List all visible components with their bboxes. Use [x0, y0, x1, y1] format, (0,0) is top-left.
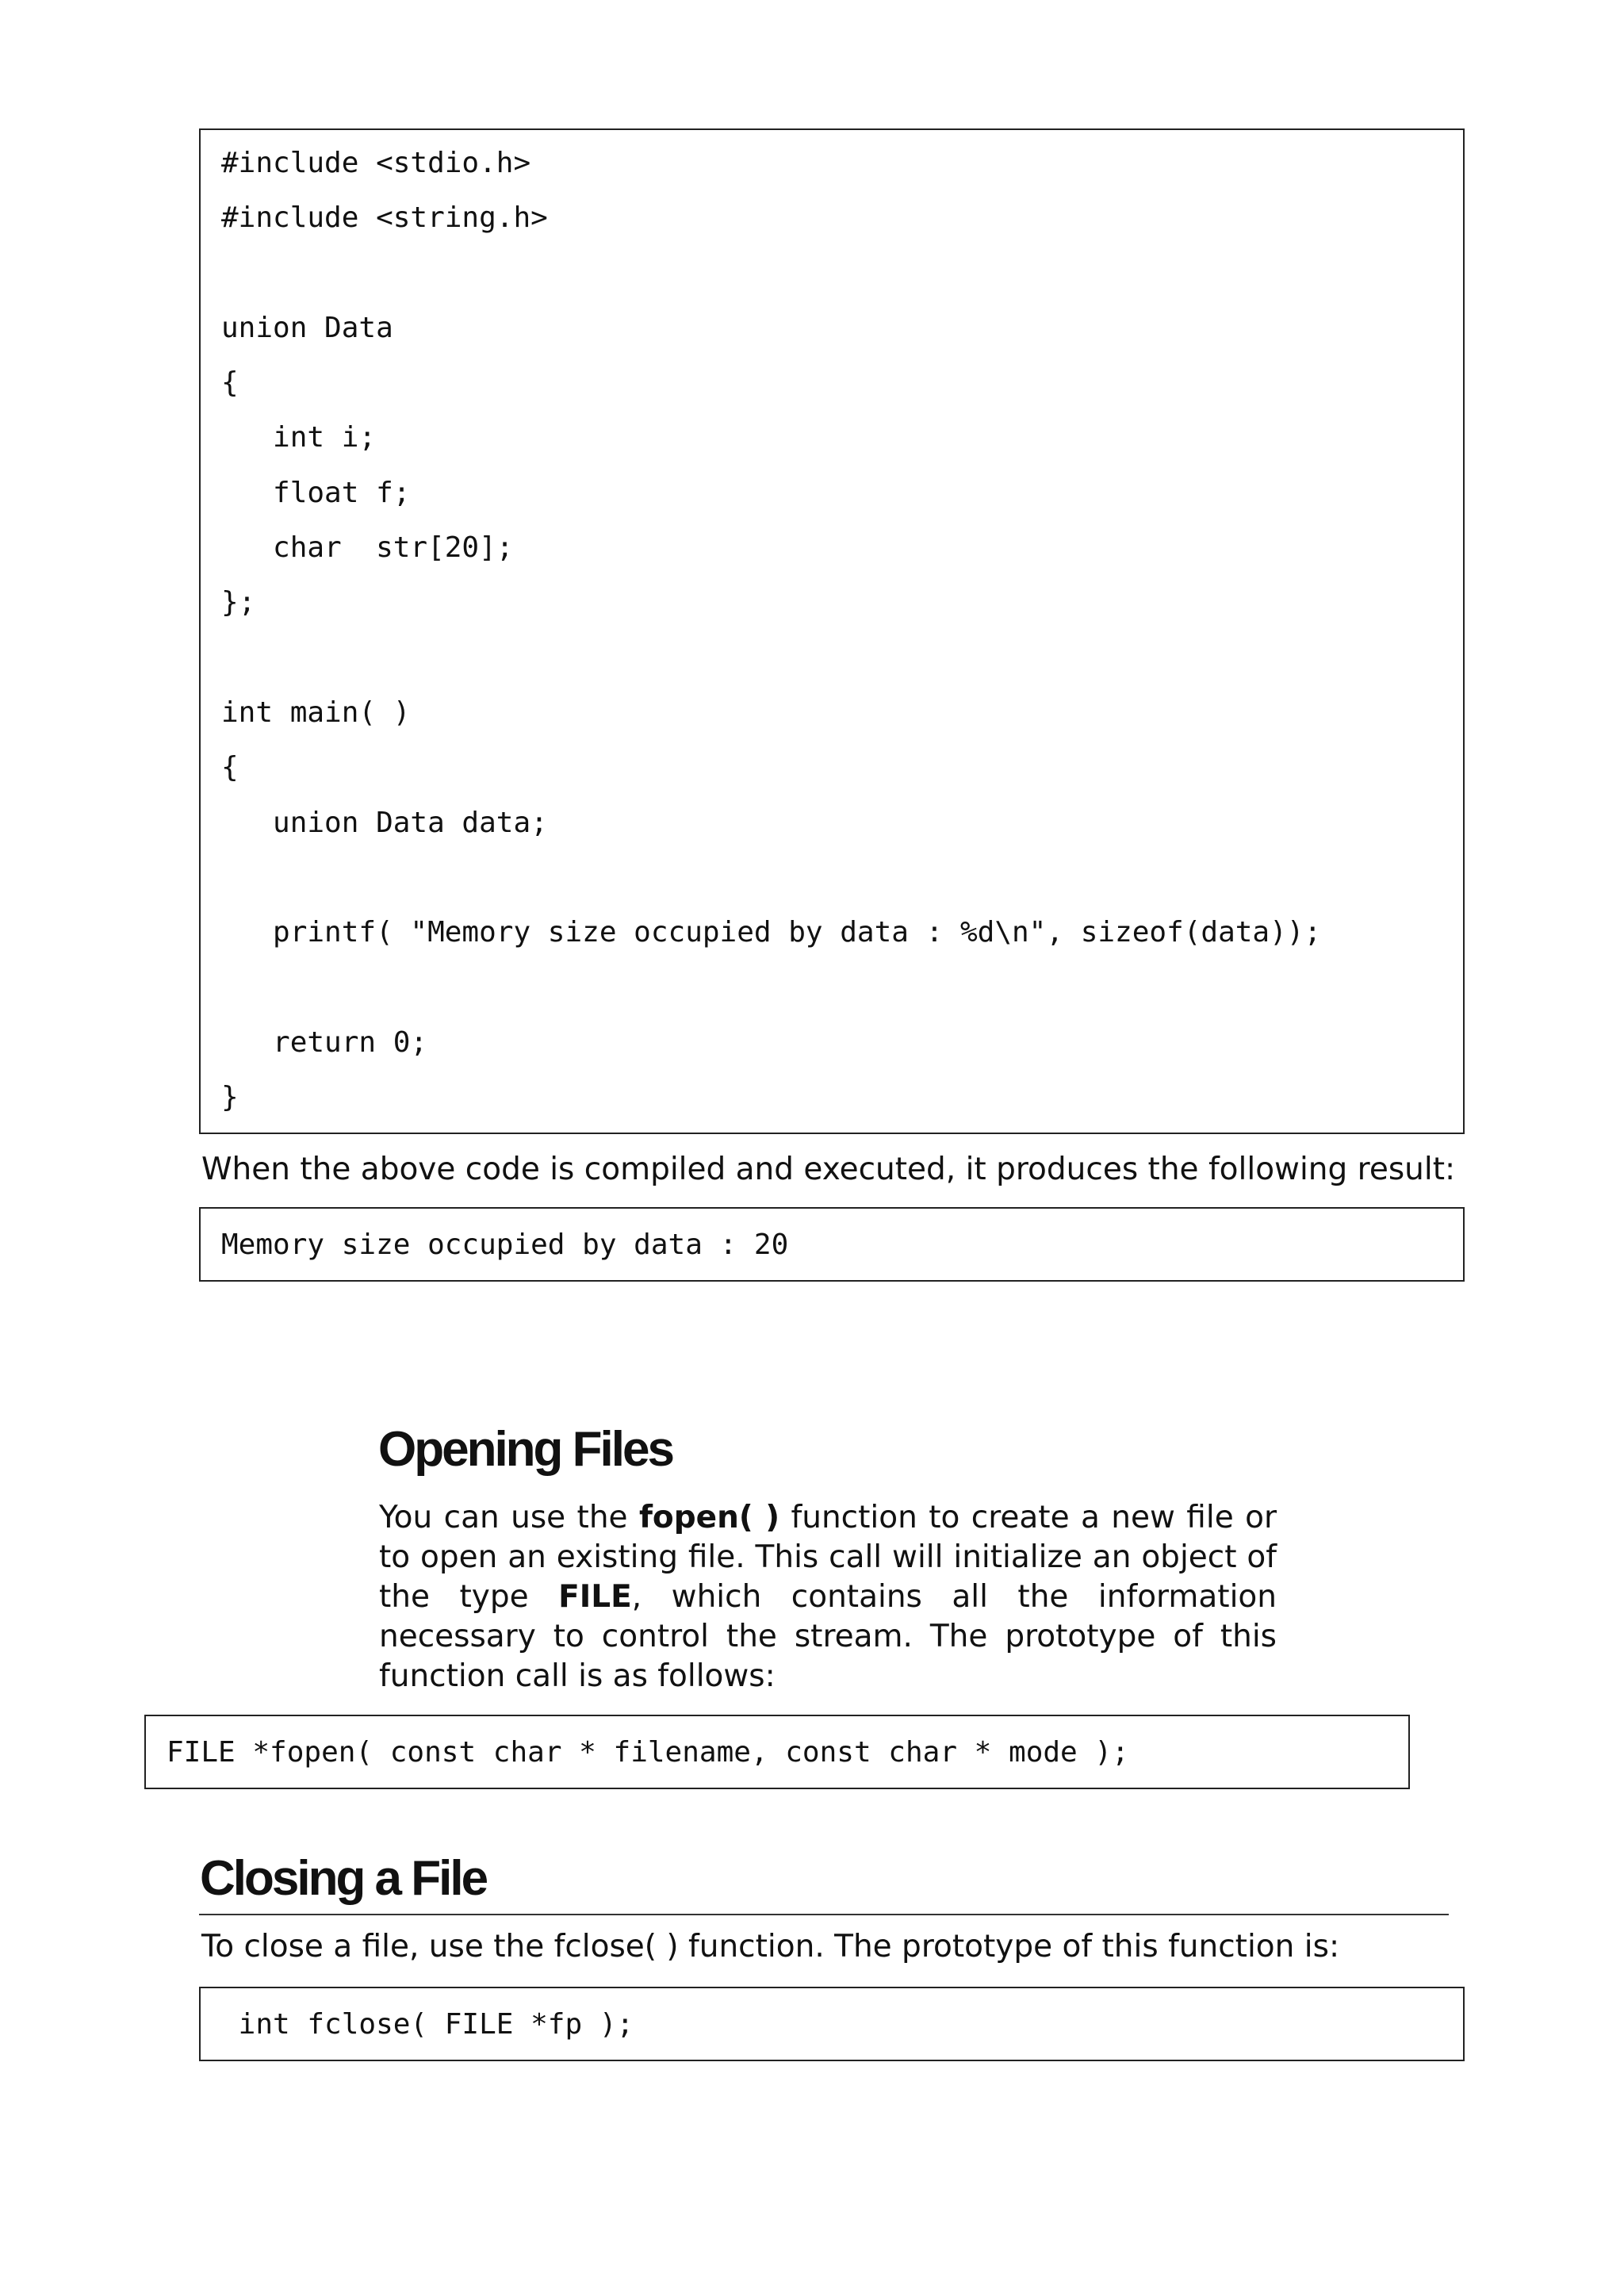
para-text: You can use the	[379, 1500, 639, 1535]
fopen-function-name: fopen( )	[638, 1500, 780, 1535]
code-line: int main( )	[221, 696, 411, 729]
fopen-prototype: FILE *fopen( const char * filename, const char * mode );	[167, 1736, 1129, 1769]
code-line: union Data	[221, 312, 393, 344]
section-divider	[199, 1914, 1449, 1915]
opening-files-paragraph	[379, 1498, 1277, 1696]
code-line: {	[221, 366, 239, 399]
section-heading-opening-files: Opening Files	[378, 1422, 672, 1477]
fclose-prototype: int fclose( FILE *fp );	[221, 2008, 634, 2041]
code-block-union-example	[199, 128, 1465, 1134]
para-text: , which contains all the information necessary to control the stream. The prototype of this function call is as follows:	[379, 1579, 1277, 1694]
code-line: {	[221, 751, 239, 784]
code-line: return 0;	[221, 1026, 428, 1059]
code-line: printf( "Memory size occupied by data : %d\n", sizeof(data));	[221, 916, 1322, 949]
code-line: float f;	[221, 477, 411, 509]
output-line: Memory size occupied by data : 20	[221, 1228, 789, 1261]
code-line: char str[20];	[221, 531, 514, 564]
section-heading-closing-a-file: Closing a File	[200, 1851, 487, 1906]
code-line: #include <stdio.h>	[221, 147, 531, 179]
fopen-prototype-block	[144, 1715, 1410, 1789]
file-type-name: FILE	[558, 1579, 632, 1615]
code-line: };	[221, 586, 256, 619]
para-text: function to create a new file or to open an existing file. This call will initialize an object of the type	[379, 1500, 1277, 1615]
output-block	[199, 1207, 1465, 1282]
code-line: }	[221, 1081, 239, 1114]
code-line: union Data data;	[221, 807, 548, 839]
code-line: int i;	[221, 421, 377, 454]
result-intro-text: When the above code is compiled and executed, it produces the following result:	[201, 1152, 1456, 1187]
fclose-prototype-block	[199, 1987, 1465, 2061]
code-line: #include <string.h>	[221, 201, 548, 234]
closing-file-intro-text: To close a file, use the fclose( ) function. The prototype of this function is:	[201, 1929, 1340, 1964]
